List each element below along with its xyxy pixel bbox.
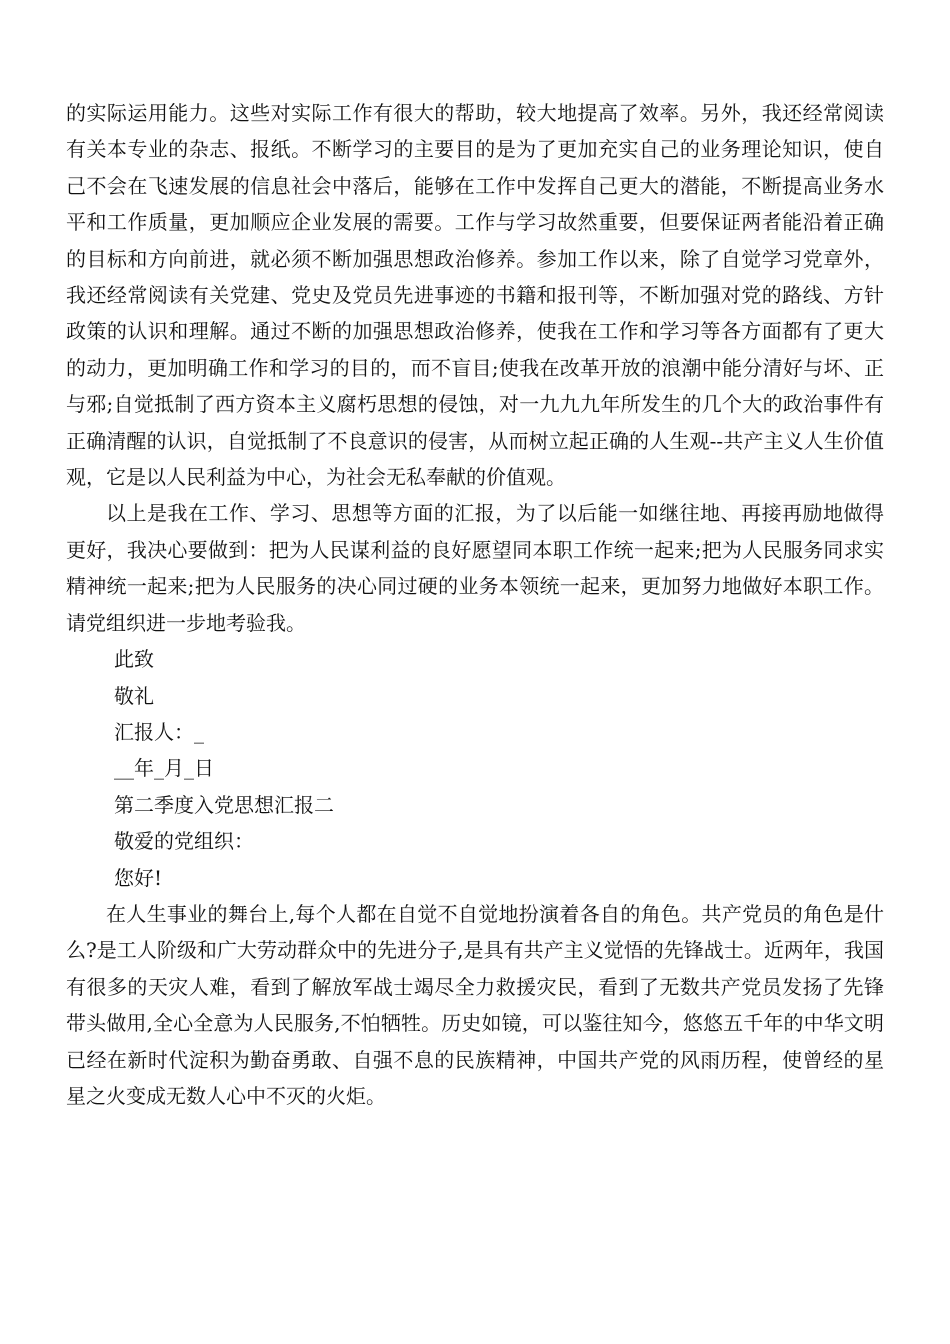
date-line: __年_月_日 [114,756,214,781]
closing-salutation: 此致 [114,647,154,672]
section-title: 第二季度入党思想汇报二 [114,792,334,817]
body-paragraph-2: 以上是我在工作、学习、思想等方面的汇报，为了以后能一如继往地、再接再励地做得更好，我决心要做到：把为人民谋利益的良好愿望同本职工作统一起来;把为人民服务同求实精神统一起来;把为人民服务的决心同过硬的业务本领统一起来，更加努力地做好本职工作。请党组织进一步地考验我。 [66,501,884,635]
body-paragraph-1: 的实际运用能力。这些对实际工作有很大的帮助，较大地提高了效率。另外，我还经常阅读有关本专业的杂志、报纸。不断学习的主要目的是为了更加充实自己的业务理论知识，使自己不会在飞速发展的信息社会中落后，能够在工作中发挥自己更大的潜能，不断提高业务水平和工作质量，更加顺应企业发展的需要。工作与学习故然重要，但要保证两者能沿着正确的目标和方向前进，就必须不断加强思想政治修养。参加工作以来，除了自觉学习党章外，我还经常阅读有关党建、党史及党员先进事迹的书籍和报刊等，不断加强对党的路线、方针政策的认识和理解。通过不断的加强思想政治修养，使我在工作和学习等各方面都有了更大的动力，更加明确工作和学习的目的，而不盲目;使我在改革开放的浪潮中能分清好与坏、正与邪;自觉抵制了西方资本主义腐朽思想的侵蚀，对一九九九年所发生的几个大的政治事件有正确清醒的认识，自觉抵制了不良意识的侵害，从而树立起正确的人生观--共产主义人生价值观，它是以人民利益为中心，为社会无私奉献的价值观。 [66,101,884,490]
document-page [66,95,884,1114]
closing-regards: 敬礼 [114,683,154,708]
body-paragraph-3: 在人生事业的舞台上,每个人都在自觉不自觉地扮演着各自的角色。共产党员的角色是什么?是工人阶级和广大劳动群众中的先进分子,是具有共产主义觉悟的先锋战士。近两年，我国有很多的天灾人难，看到了解放军战士竭尽全力救援灾民，看到了无数共产党员发扬了先锋带头做用,全心全意为人民服务,不怕牺牲。历史如镜，可以鉴往知今，悠悠五千年的中华文明已经在新时代淀积为勤奋勇敢、自强不息的民族精神，中国共产党的风雨历程，使曾经的星星之火变成无数人心中不灭的火炬。 [66,901,884,1108]
greeting-line: 您好! [114,865,163,890]
reporter-line: 汇报人：_ [114,719,204,744]
addressee-line: 敬爱的党组织： [114,829,254,854]
